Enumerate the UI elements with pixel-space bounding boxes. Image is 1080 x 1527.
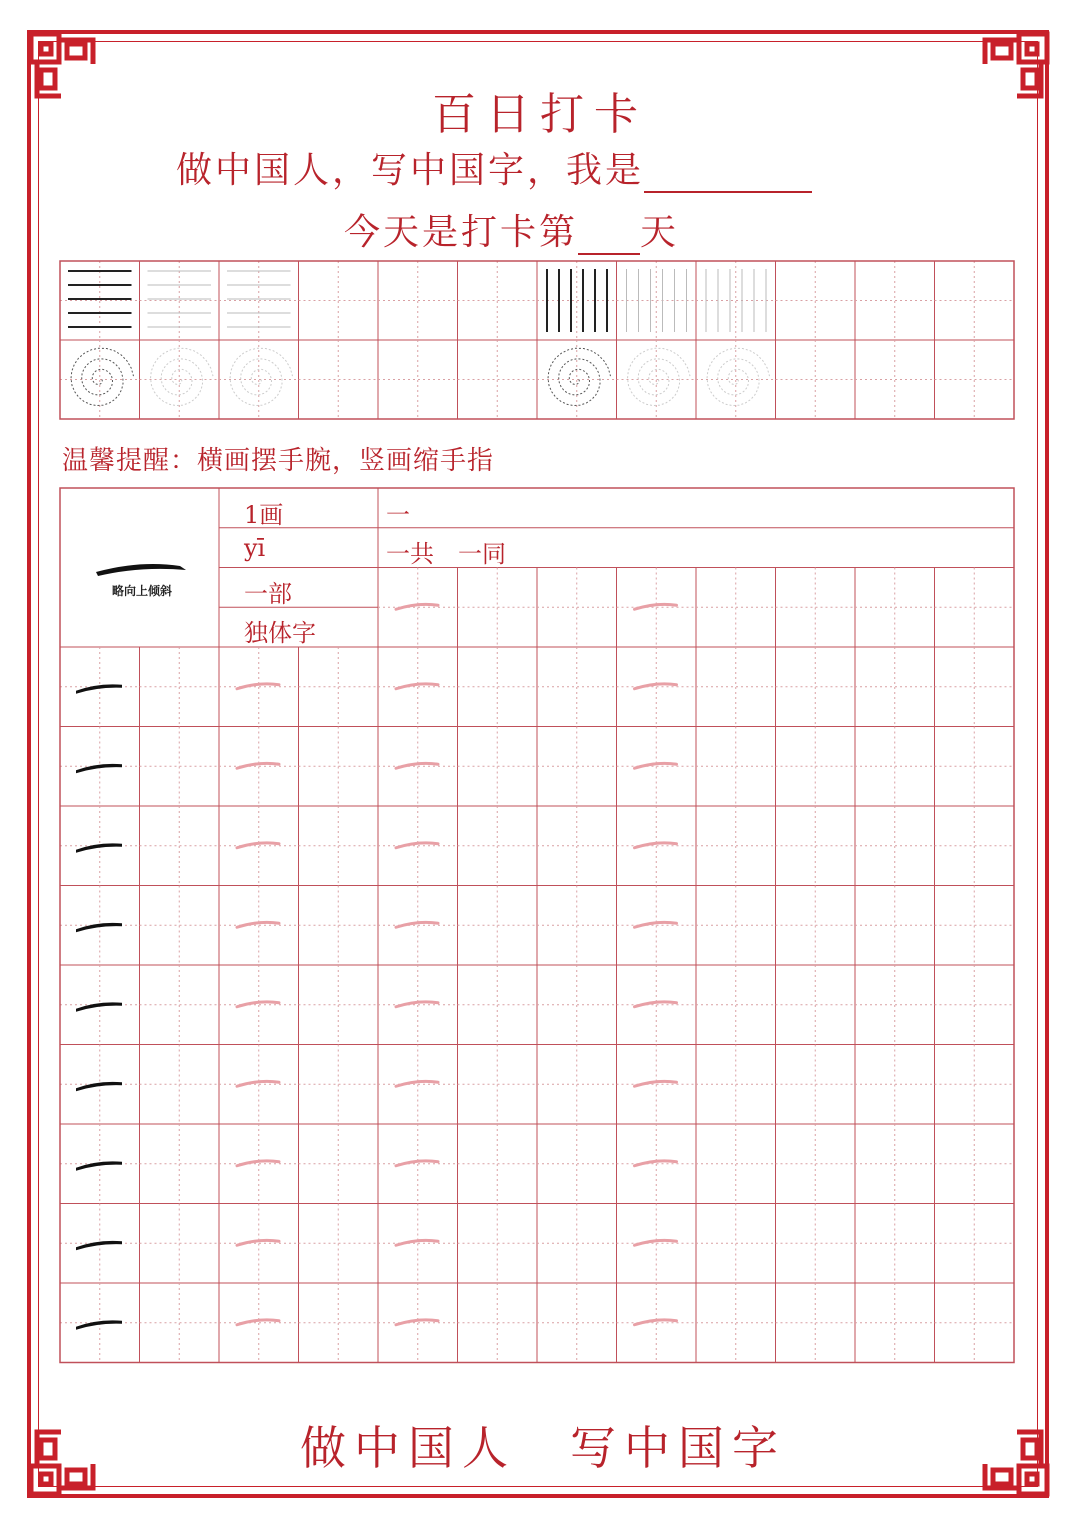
model-stroke	[76, 1082, 122, 1091]
spiral-drill	[230, 348, 293, 405]
radical: 一部	[244, 580, 292, 608]
trace-stroke	[237, 1161, 279, 1166]
trace-stroke	[396, 684, 438, 689]
example-words: 一共 一同	[386, 540, 506, 568]
structure: 独体字	[244, 619, 316, 647]
trace-stroke	[237, 763, 279, 768]
model-stroke	[76, 1241, 122, 1250]
trace-stroke	[237, 843, 279, 848]
trace-stroke	[396, 1240, 438, 1245]
model-stroke	[76, 923, 122, 932]
page-title: 百日打卡	[432, 89, 648, 140]
model-stroke	[76, 843, 122, 852]
reminder-text: 温馨提醒：横画摆手腕，竖画缩手指	[62, 446, 495, 476]
trace-stroke	[237, 1320, 279, 1325]
pinyin: yī	[244, 534, 266, 562]
trace-stroke	[396, 843, 438, 848]
stroke-order: 一	[386, 501, 410, 529]
spiral-drill	[707, 348, 770, 405]
trace-stroke	[635, 1002, 677, 1007]
trace-stroke	[635, 1320, 677, 1325]
trace-stroke	[635, 604, 677, 609]
trace-stroke	[396, 763, 438, 768]
model-stroke	[76, 1161, 122, 1170]
stroke-count: 1画	[244, 501, 284, 529]
trace-stroke	[396, 1002, 438, 1007]
model-stroke	[76, 1002, 122, 1011]
trace-stroke	[635, 843, 677, 848]
trace-stroke	[237, 1002, 279, 1007]
model-stroke	[76, 1320, 122, 1329]
trace-stroke	[237, 1081, 279, 1086]
trace-stroke	[396, 922, 438, 927]
trace-stroke	[237, 1240, 279, 1245]
checkin-prefix: 今天是打卡第	[344, 212, 579, 253]
trace-stroke	[635, 922, 677, 927]
spiral-drill	[151, 348, 214, 405]
trace-stroke	[635, 1161, 677, 1166]
trace-stroke	[635, 1240, 677, 1245]
trace-stroke	[396, 1161, 438, 1166]
trace-stroke	[635, 1081, 677, 1086]
trace-stroke	[635, 763, 677, 768]
model-stroke	[76, 684, 122, 693]
spiral-drill	[548, 348, 611, 405]
trace-stroke	[635, 684, 677, 689]
trace-stroke	[237, 684, 279, 689]
demo-stroke	[96, 564, 186, 576]
trace-stroke	[237, 922, 279, 927]
spiral-drill	[628, 348, 691, 405]
motto-text: 做中国人，写中国字，我是	[176, 150, 645, 191]
trace-stroke	[396, 1320, 438, 1325]
footer-slogan: 做中国人 写中国字	[300, 1421, 786, 1475]
trace-stroke	[396, 604, 438, 609]
checkin-suffix: 天	[640, 212, 680, 253]
stroke-hint: 略向上倾斜	[112, 584, 173, 598]
trace-stroke	[396, 1081, 438, 1086]
spiral-drill	[71, 348, 134, 405]
model-stroke	[76, 764, 122, 773]
